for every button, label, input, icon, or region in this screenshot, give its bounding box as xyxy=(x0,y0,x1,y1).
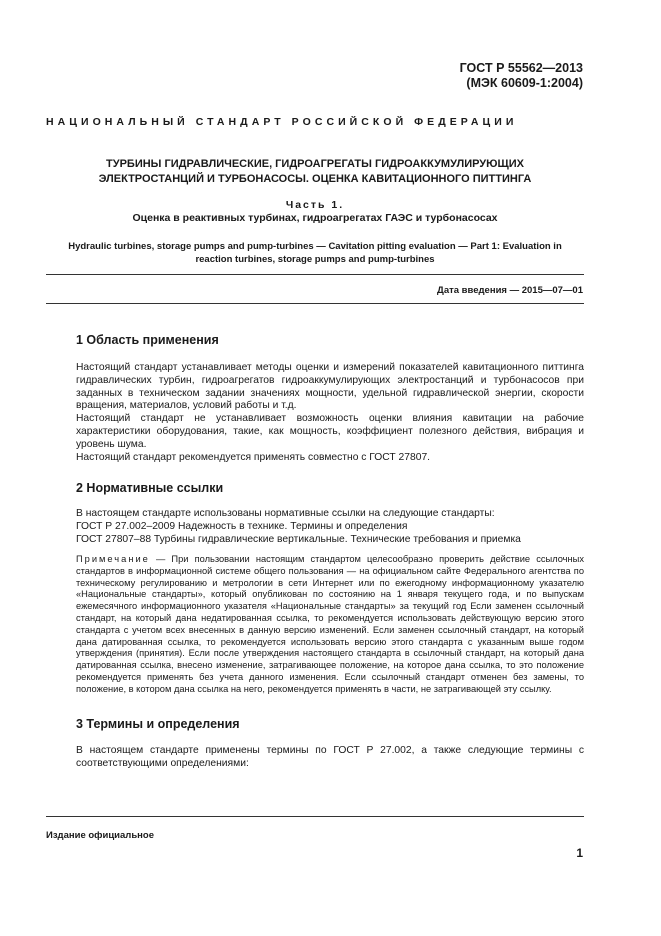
reference-gost-27807: ГОСТ 27807–88 Турбины гидравлические вертикальные. Технические требования и приемка xyxy=(76,533,521,545)
section-2-paragraph-1: В настоящем стандарте использованы нормативные ссылки на следующие стандарты: xyxy=(76,508,495,519)
section-3-paragraph-1: В настоящем стандарте применены термины по ГОСТ Р 27.002, а также следующие термины с соответствующими определениями: xyxy=(76,745,584,769)
page-number: 1 xyxy=(576,846,583,860)
date-divider xyxy=(46,303,584,304)
title-line-2: ЭЛЕКТРОСТАНЦИЙ И ТУРБОНАСОСЫ. ОЦЕНКА КАВИТАЦИОННОГО ПИТТИНГА xyxy=(98,173,532,185)
section-1-paragraph-1 xyxy=(76,362,584,413)
section-1-paragraph-3 xyxy=(76,452,584,465)
footer-divider xyxy=(46,816,584,817)
section-3-body xyxy=(76,745,584,771)
english-title xyxy=(46,240,584,266)
section-3-heading: 3 Термины и определения xyxy=(76,717,240,731)
section-1-paragraph-1-text: Настоящий стандарт устанавливает методы оценки и измерений показателей кавитационного питтинга гидравлических турбин, гидроагрегатов гидроаккумулирующих электростанций и турбонасосов при заданных в техническом задании значениях мощности, удельной гидравлической энергии, скорости вращения, материалов, условий работы и т.д. xyxy=(76,362,584,412)
english-title-line-1: Hydraulic turbines, storage pumps and pump-turbines — Cavitation pitting evaluation — Part 1: Evaluation in xyxy=(68,241,562,252)
section-2-heading: 2 Нормативные ссылки xyxy=(76,481,224,495)
reference-gost-r-27-002: ГОСТ Р 27.002–2009 Надежность в технике. Термины и определения xyxy=(76,520,408,532)
standard-code xyxy=(460,61,583,91)
document-title xyxy=(46,157,584,187)
iec-number: (МЭК 60609-1:2004) xyxy=(466,76,583,90)
section-1-paragraph-2-text: Настоящий стандарт не устанавливает возможность оценки влияния кавитации на рабочие характеристики оборудования, такие, как мощность, коэффициент полезного действия, вибрация и уровень шума. xyxy=(76,413,584,450)
normative-note xyxy=(76,554,584,696)
official-edition-label: Издание официальное xyxy=(46,830,154,841)
top-divider xyxy=(46,274,584,275)
section-2-body xyxy=(76,508,584,546)
part-label: Часть 1. xyxy=(285,199,345,211)
note-text: — При пользовании настоящим стандартом целесообразно проверить действие ссылочных стандартов в информационной системе общего пользования — на официальном сайте Федерального агентства по техническому регулированию и метрологии в сети Интернет или по ежегодному информационному указателю «Национальные стандарты», который опубликован по состоянию на 1 января текущего года, и по выпускам ежемесячного информационного указателя «Национальные стандарты» за текущий год Если заменен ссылочный стандарт, на который дана недатированная ссылка, то рекомендуется использовать действующую версию этого стандарта с учетом всех внесенных в данную версию изменений. Если заменен ссылочный стандарт, на который дана датированная ссылка, то рекомендуется использовать версию этого стандарта с указанным выше годом утверждения (принятия). Если после утверждения настоящего стандарта в ссылочный стандарт, на который дана датированная ссылка, внесено изменение, затрагивающее положение, на которое дана ссылка, то это положение рекомендуется применять без учета данного изменения. Если ссылочный стандарт отменен без замены, то положение, в котором дана ссылка на него, рекомендуется применять в части, не затрагивающей эту ссылку. xyxy=(76,554,584,694)
section-1-body xyxy=(76,362,584,464)
standard-number: ГОСТ Р 55562—2013 xyxy=(459,61,583,75)
title-line-1: ТУРБИНЫ ГИДРАВЛИЧЕСКИЕ, ГИДРОАГРЕГАТЫ ГИДРОАККУМУЛИРУЮЩИХ xyxy=(106,158,524,170)
note-label: Примечание xyxy=(76,554,150,564)
english-title-line-2: reaction turbines, storage pumps and pump-turbines xyxy=(195,254,435,265)
section-1-heading: 1 Область применения xyxy=(76,333,219,347)
part-title: Оценка в реактивных турбинах, гидроагрегатах ГАЭС и турбонасосах xyxy=(132,212,498,224)
introduction-date: Дата введения — 2015—07—01 xyxy=(437,285,583,296)
national-standard-banner: НАЦИОНАЛЬНЫЙ СТАНДАРТ РОССИЙСКОЙ ФЕДЕРАЦИИ xyxy=(46,116,518,128)
section-1-paragraph-2 xyxy=(76,413,584,451)
section-1-paragraph-3-text: Настоящий стандарт рекомендуется применять совместно с ГОСТ 27807. xyxy=(76,451,431,463)
